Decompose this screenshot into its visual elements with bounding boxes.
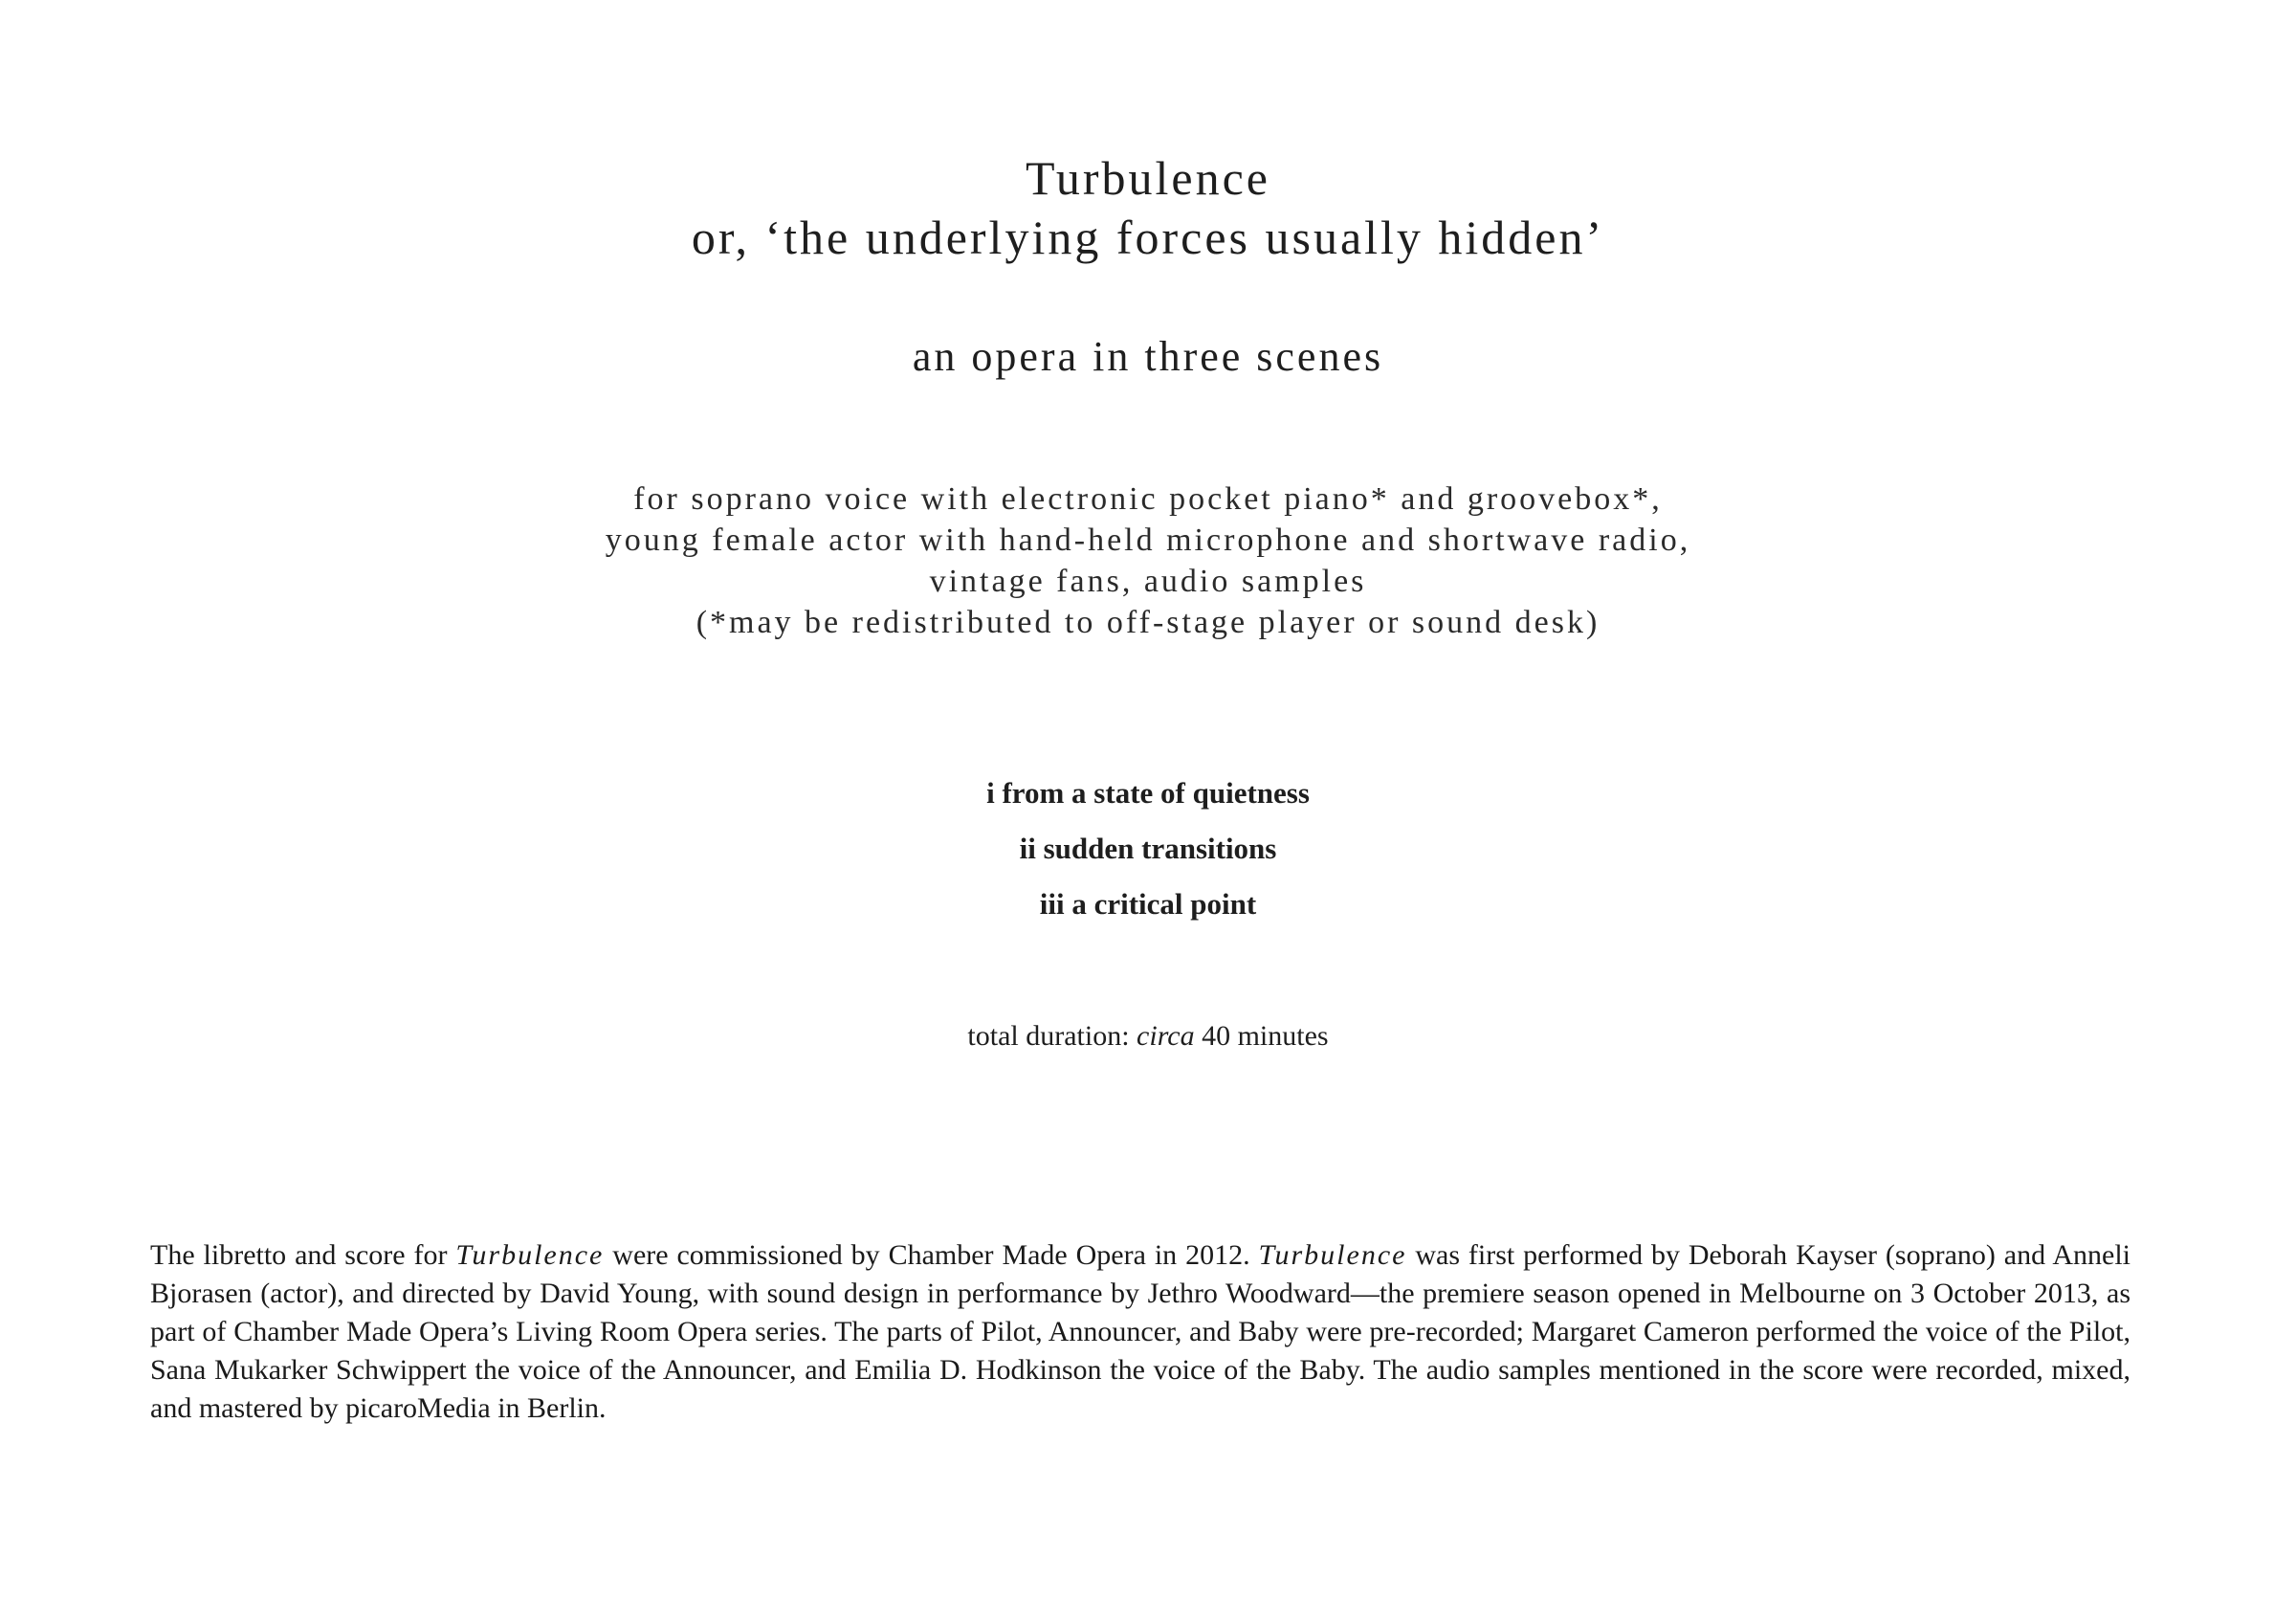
scene-item: i from a state of quietness: [986, 776, 1310, 810]
premiere-credits: [150, 1236, 2130, 1428]
credits-text: were commissioned by Chamber Made Opera in 2012.: [604, 1239, 1259, 1271]
credits-work-title: Turbulence: [1258, 1239, 1407, 1271]
scene-item: ii sudden transitions: [1019, 832, 1277, 865]
credits-text: The libretto and score for: [150, 1239, 456, 1271]
duration-circa: circa: [1137, 1020, 1195, 1052]
instrumentation-line: young female actor with hand-held microphone and shortwave radio,: [605, 522, 1691, 558]
total-duration: [0, 1017, 2296, 1056]
credits-work-title: Turbulence: [455, 1239, 605, 1271]
instrumentation-line: vintage fans, audio samples: [929, 564, 1367, 599]
title-alternate: or, ‘the underlying forces usually hidden’: [691, 211, 1605, 264]
instrumentation: [0, 478, 2296, 643]
scene-list: [0, 766, 2296, 932]
instrumentation-line: for soprano voice with electronic pocket piano* and groovebox*,: [633, 481, 1663, 517]
scene-item: iii a critical point: [1039, 887, 1257, 921]
credits-text: was first performed by Deborah Kayser (soprano) and Anneli Bjorasen (actor), and directed by David Young, with sound design in performance by Jethro Woodward—the premiere season opened in Melbourne on 3 October 2013, as part of Chamber Made Opera’s Living Room Opera series. The parts of Pilot, Announcer, and Baby were pre-recorded; Margaret Cameron performed the voice of the Pilot, Sana Mukarker Schwippert the voice of the Announcer, and Emilia D. Hodkinson the voice of the Baby. The audio samples mentioned in the score were recorded, mixed, and mastered by picaroMedia in Berlin.: [150, 1239, 2130, 1424]
duration-suffix: 40 minutes: [1194, 1020, 1329, 1052]
duration-prefix: total duration:: [967, 1020, 1137, 1052]
instrumentation-line: (*may be redistributed to off-stage player or sound desk): [695, 605, 1601, 640]
title-main: Turbulence: [1026, 151, 1270, 205]
opera-subtitle: an opera in three scenes: [912, 333, 1384, 380]
opera-title: [0, 148, 2296, 267]
